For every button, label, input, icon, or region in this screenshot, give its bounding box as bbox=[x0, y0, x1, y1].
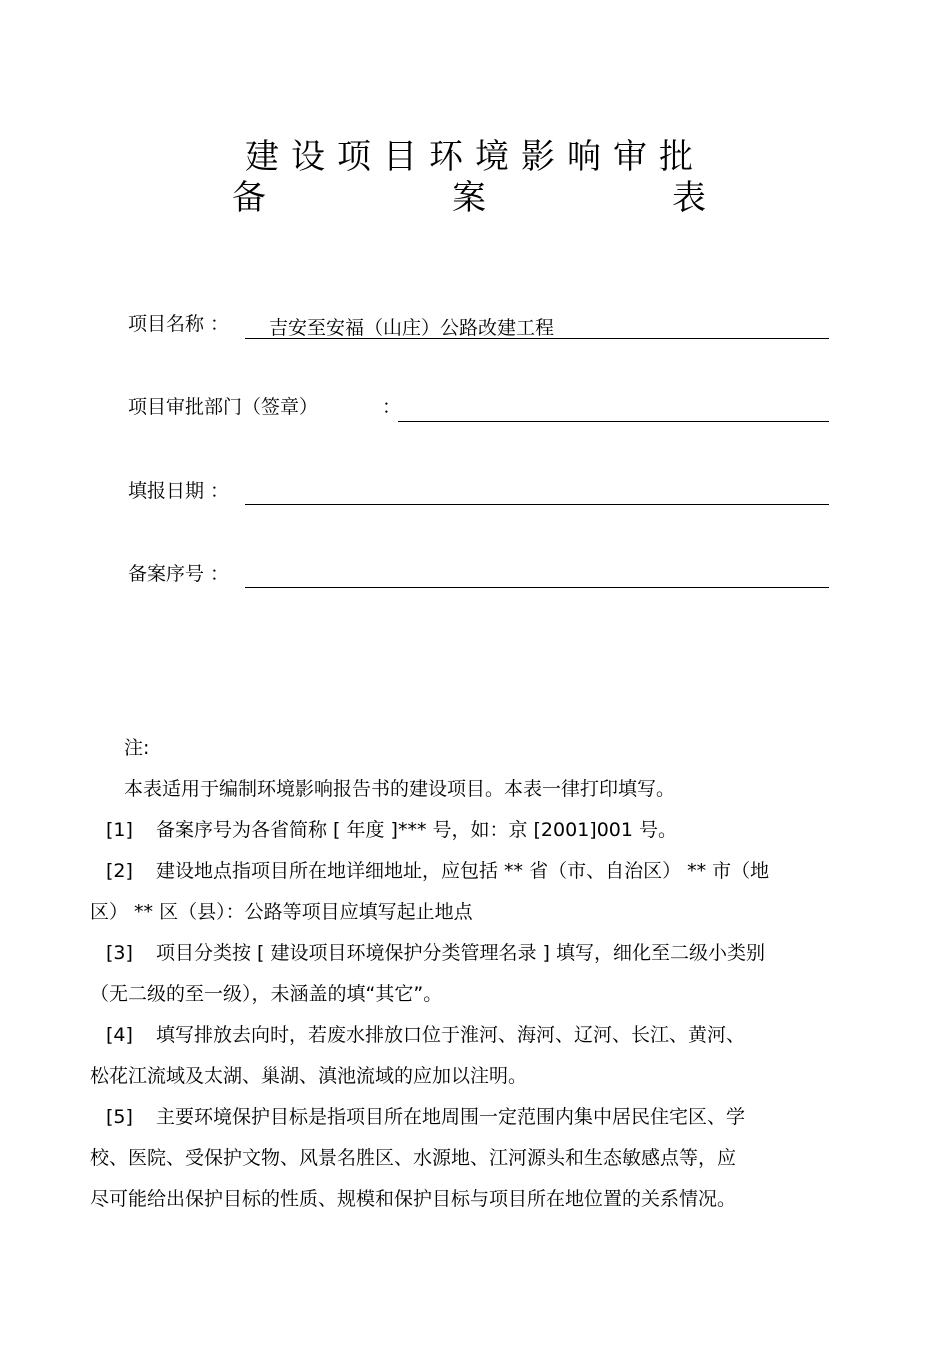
note-continuation: 区） ** 区（县）：公路等项目应填写起止地点 bbox=[90, 901, 473, 923]
approval-dept-label: 项目审批部门（签章） bbox=[128, 396, 319, 418]
project-name-field bbox=[128, 310, 830, 340]
form-title-line1: 建设项目环境影响审批 bbox=[245, 137, 705, 177]
report-date-input[interactable] bbox=[245, 480, 829, 505]
note-item bbox=[90, 810, 870, 851]
note-continuation: 尽可能给出保护目标的性质、规模和保护目标与项目所在地位置的关系情况。 bbox=[90, 1188, 737, 1210]
title-char-1: 备 bbox=[232, 178, 266, 218]
report-date-label: 填报日期 ： bbox=[128, 480, 230, 502]
note-index: [5] bbox=[106, 1106, 133, 1128]
approval-dept-input[interactable] bbox=[398, 397, 829, 422]
note-index: [3] bbox=[106, 942, 133, 964]
note-item bbox=[90, 1097, 870, 1138]
note-index: [4] bbox=[106, 1024, 133, 1046]
approval-dept-colon: ： bbox=[382, 396, 402, 418]
project-name-input[interactable] bbox=[245, 314, 829, 339]
note-text: 主要环境保护目标是指项目所在地周围一定范围内集中居民住宅区、学 bbox=[156, 1106, 746, 1128]
title-char-3: 表 bbox=[672, 178, 706, 218]
notes-intro: 本表适用于编制环境影响报告书的建设项目。本表一律打印填写。 bbox=[124, 778, 676, 800]
approval-dept-field bbox=[128, 393, 830, 423]
note-continuation: 松花江流域及太湖、巢湖、滇池流域的应加以注明。 bbox=[90, 1065, 528, 1087]
note-index: [2] bbox=[106, 860, 133, 882]
project-name-label: 项目名称 ： bbox=[128, 313, 230, 335]
note-item bbox=[90, 851, 870, 892]
title-char-2: 案 bbox=[452, 178, 486, 218]
record-no-field bbox=[128, 560, 830, 590]
report-date-field bbox=[128, 477, 830, 507]
note-continuation: 校、医院、受保护文物、风景名胜区、水源地、江河源头和生态敏感点等，应 bbox=[90, 1147, 737, 1169]
record-no-label: 备案序号 ： bbox=[128, 563, 230, 585]
notes-section bbox=[90, 728, 870, 1220]
note-item bbox=[90, 933, 870, 974]
note-item bbox=[90, 1015, 870, 1056]
note-continuation: （无二级的至一级），未涵盖的填“其它”。 bbox=[90, 983, 443, 1005]
record-no-input[interactable] bbox=[245, 563, 829, 588]
note-index: [1] bbox=[106, 819, 133, 841]
note-text: 备案序号为各省简称 [ 年度 ]*** 号，如：京 [2001]001 号。 bbox=[156, 819, 678, 841]
project-name-value: 吉安至安福（山庄）公路改建工程 bbox=[269, 317, 555, 339]
note-text: 项目分类按 [ 建设项目环境保护分类管理名录 ] 填写，细化至二级小类别 bbox=[156, 942, 765, 964]
note-text: 填写排放去向时，若废水排放口位于淮河、海河、辽河、长江、黄河、 bbox=[156, 1024, 746, 1046]
note-text: 建设地点指项目所在地详细地址，应包括 ** 省（市、自治区） ** 市（地 bbox=[156, 860, 770, 882]
notes-heading: 注: bbox=[124, 737, 150, 759]
